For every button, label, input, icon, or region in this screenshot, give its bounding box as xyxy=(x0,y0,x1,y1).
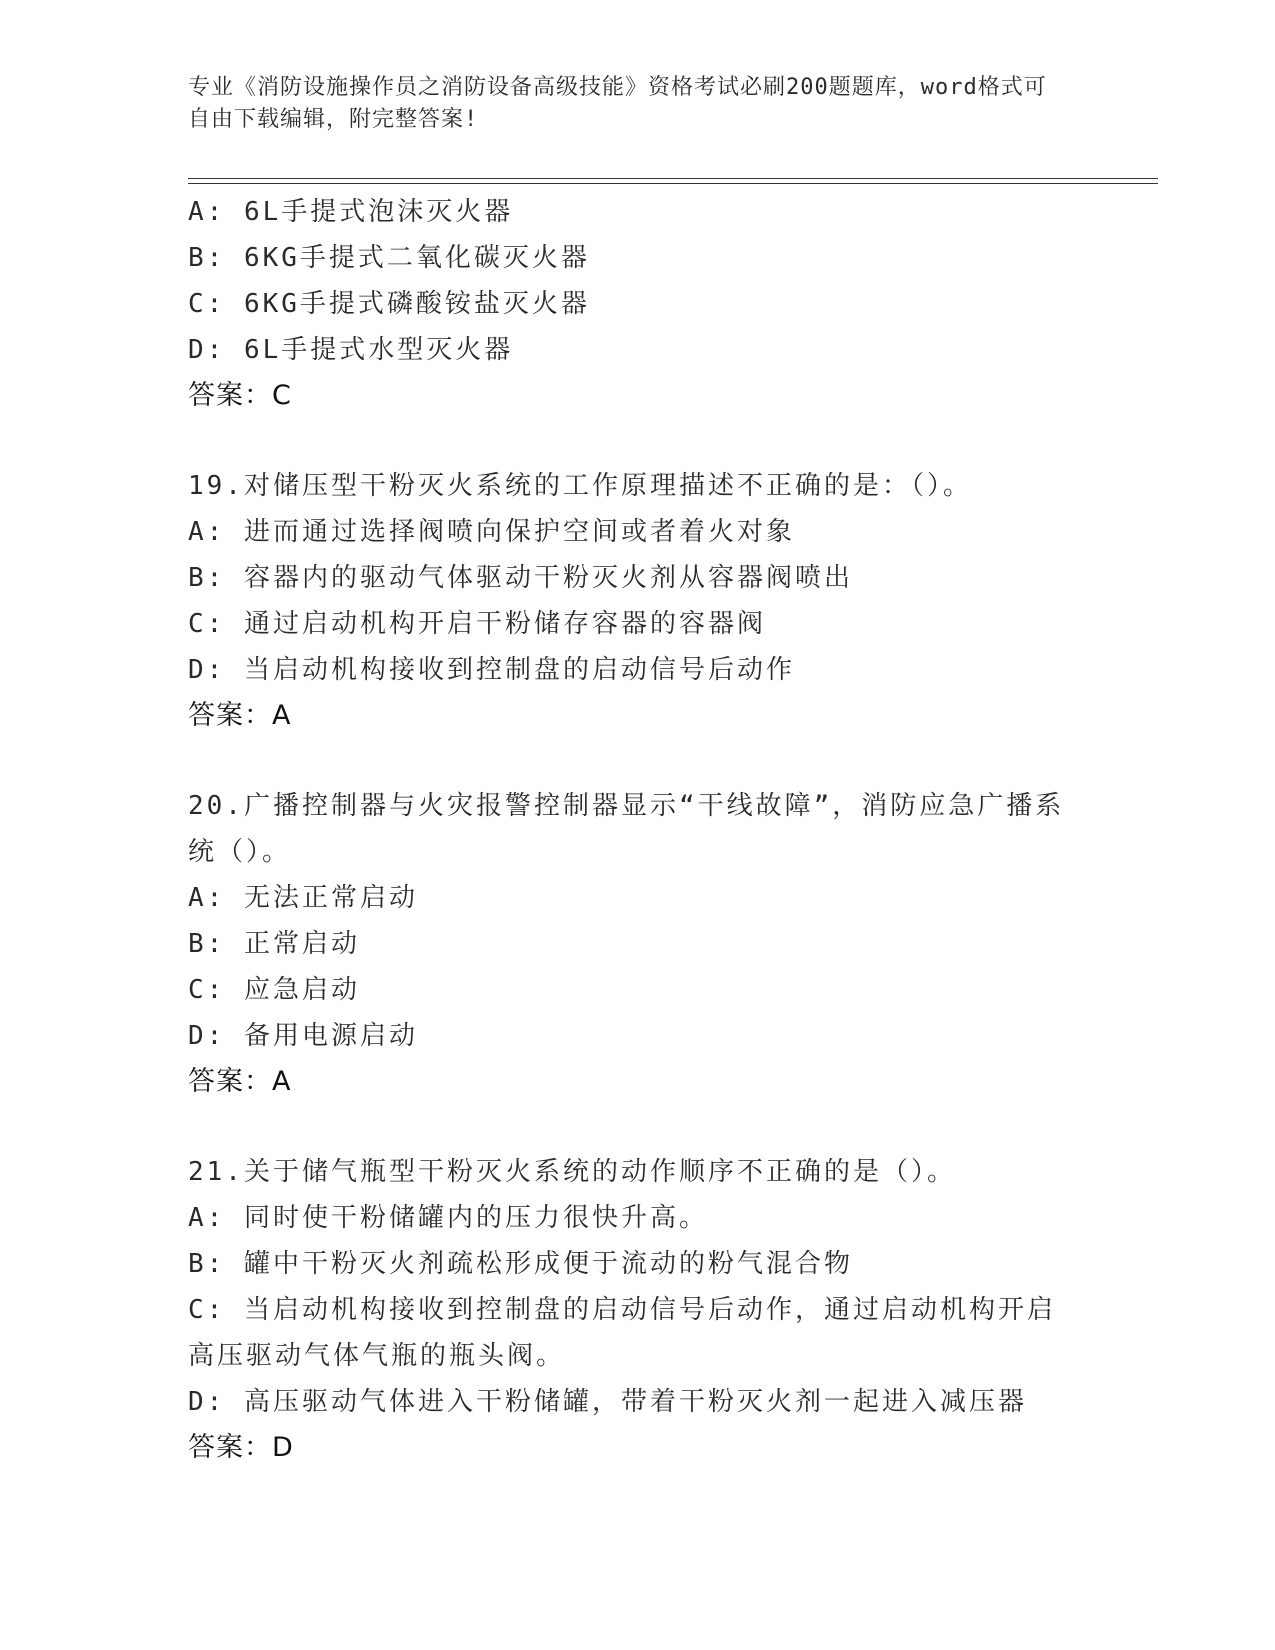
option-c: C: 通过启动机构开启干粉储存容器的容器阀 xyxy=(188,609,766,639)
option-a: A: 进而通过选择阀喷向保护空间或者着火对象 xyxy=(188,517,795,547)
document-header: 专业《消防设施操作员之消防设备高级技能》资格考试必刷200题题库，word格式可自由下载编辑，附完整答案! xyxy=(188,75,1047,132)
answer-line: 答案：A xyxy=(188,1066,292,1097)
option-c: C: 应急启动 xyxy=(188,975,360,1005)
option-b: B: 6KG手提式二氧化碳灭火器 xyxy=(188,243,590,273)
spacer xyxy=(188,739,1088,783)
question-20 xyxy=(188,783,1088,1105)
option-d: D: 高压驱动气体进入干粉储罐，带着干粉灭火剂一起进入减压器 xyxy=(188,1387,1027,1417)
option-d: D: 备用电源启动 xyxy=(188,1021,418,1051)
question-19 xyxy=(188,463,1088,739)
question-18 xyxy=(188,189,1088,419)
header-rule-bottom xyxy=(188,183,1158,184)
question-stem: 20.广播控制器与火灾报警控制器显示“干线故障”，消防应急广播系统（）。 xyxy=(188,791,1065,867)
option-a: A: 同时使干粉储罐内的压力很快升高。 xyxy=(188,1203,708,1233)
option-d: D: 当启动机构接收到控制盘的启动信号后动作 xyxy=(188,655,795,685)
option-b: B: 容器内的驱动气体驱动干粉灭火剂从容器阀喷出 xyxy=(188,563,853,593)
answer-line: 答案：C xyxy=(188,380,292,411)
option-a: A: 无法正常启动 xyxy=(188,883,418,913)
answer-line: 答案：D xyxy=(188,1432,294,1463)
option-b: B: 正常启动 xyxy=(188,929,360,959)
option-a: A: 6L手提式泡沫灭火器 xyxy=(188,197,514,227)
question-stem: 21.关于储气瓶型干粉灭火系统的动作顺序不正确的是（）。 xyxy=(188,1157,956,1187)
option-b: B: 罐中干粉灭火剂疏松形成便于流动的粉气混合物 xyxy=(188,1249,853,1279)
header-rule-top xyxy=(188,178,1158,179)
option-d: D: 6L手提式水型灭火器 xyxy=(188,335,514,365)
question-list xyxy=(188,189,1088,1471)
answer-line: 答案：A xyxy=(188,700,292,731)
option-c: C: 当启动机构接收到控制盘的启动信号后动作，通过启动机构开启高压驱动气体气瓶的瓶头阀。 xyxy=(188,1295,1056,1371)
option-c: C: 6KG手提式磷酸铵盐灭火器 xyxy=(188,289,590,319)
spacer xyxy=(188,419,1088,463)
question-21 xyxy=(188,1149,1088,1471)
question-stem: 19.对储压型干粉灭火系统的工作原理描述不正确的是：（）。 xyxy=(188,471,972,501)
spacer xyxy=(188,1105,1088,1149)
